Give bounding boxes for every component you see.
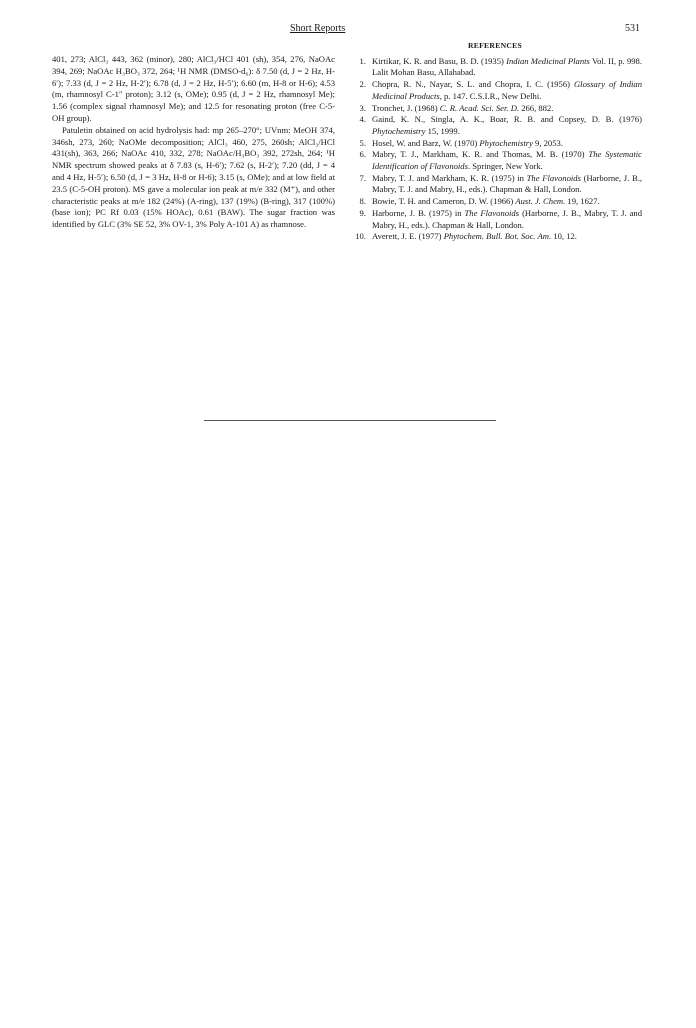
reference-number: 9. — [359, 207, 366, 218]
references-list — [348, 56, 642, 243]
reference-details: (Harborne, J. B., Mabry, T. J. and Mabry, H., eds.). Chapman & Hall, London. — [372, 207, 642, 230]
reference-number: 8. — [359, 196, 366, 207]
running-title: Short Reports — [290, 23, 346, 34]
reference-item — [348, 56, 642, 79]
reference-title: Phytochemistry — [372, 125, 426, 136]
reference-details: (Harborne, J. B., Mabry, T. J. and Mabry, H., eds.). Chapman & Hall, London. — [372, 172, 642, 195]
reference-details: 266, 882. — [519, 102, 554, 113]
reference-details: Vol. II, p. 998. Lalit Mohan Basu, Allahabad. — [372, 55, 642, 78]
reference-number: 10. — [355, 231, 366, 242]
reference-item — [348, 196, 642, 208]
reference-item — [348, 79, 642, 102]
reference-title: The Systematic Identification of Flavonoids — [372, 149, 642, 172]
reference-title: Phytochem. Bull. Bot. Soc. Am. — [443, 231, 552, 242]
reference-authors: Mabry, T. J., Markham, K. R. and Thomas, M. B. (1970) — [372, 149, 589, 160]
reference-item — [348, 138, 642, 150]
reference-number: 1. — [359, 55, 366, 66]
reference-authors: Averett, J. E. (1977) — [372, 231, 444, 242]
left-column — [52, 54, 335, 231]
patuletin-paragraph: Patuletin obtained on acid hydrolysis had: mp 265–270°; UVnm: MeOH 374, 346sh, 273, 260; NaOMe decomposition; AlCl₃ 460, 275, 260sh; AlCl₃/HCl 431(sh), 363, 266; NaOAc 410, 332, 278; NaOAc/H₃BO₃ 392, 272sh, 264; ¹H NMR spectrum showed peaks at δ 7.83 (s, H-6′); 7.62 (s, H-2′); 7.20 (dd, J = 4 and 4 Hz, H-5′); 6.50 (d, J = 3 Hz, H-8 or H-6); 3.15 (s, OMe); and at low field at 23.5 (C-5-OH proton). MS gave a molecular ion peak at m/e 332 (M⁺), and other characteristic peaks at m/e 182 (24%) (A-ring), 137 (19%) (B-ring), 317 (100%) (base ion); PC Rf 0.03 (15% HOAc), 0.61 (BAW). The sugar fraction was identified by GLC (3% SE 52, 3% OV-1, 3% Poly A-101 A) as rhamnose. — [52, 124, 335, 230]
reference-number: 4. — [359, 114, 366, 125]
reference-details: 15, 1999. — [425, 125, 460, 136]
reference-authors: Kirtikar, K. R. and Basu, B. D. (1935) — [372, 55, 507, 66]
reference-title: C. R. Acad. Sci. Ser. D. — [439, 102, 520, 113]
section-divider — [204, 420, 496, 421]
reference-item — [348, 231, 642, 243]
reference-details: , p. 147. C.S.I.R., New Delhi. — [439, 90, 542, 101]
reference-details: . Springer, New York. — [467, 161, 543, 172]
page-number: 531 — [625, 23, 640, 34]
reference-authors: Gaind, K. N., Singla, A. K., Boar, R. B. and Copsey, D. B. (1976) — [372, 114, 642, 125]
reference-authors: Bowie, T. H. and Cameron, D. W. (1966) — [372, 196, 516, 207]
reference-title: Phytochemistry — [479, 137, 533, 148]
reference-item — [348, 173, 642, 196]
reference-item — [348, 149, 642, 172]
reference-item — [348, 114, 642, 137]
reference-authors: Hosel, W. and Barz, W. (1970) — [372, 137, 480, 148]
reference-details: 9, 2053. — [532, 137, 563, 148]
reference-item — [348, 103, 642, 115]
reference-title: The Flavonoids — [526, 172, 581, 183]
reference-authors: Chopra, R. N., Nayar, S. L. and Chopra, I. C. (1956) — [372, 79, 574, 90]
reference-title: Aust. J. Chem. — [515, 196, 566, 207]
spectral-data-paragraph: 401, 273; AlCl₃ 443, 362 (minor), 280; AlCl₃/HCl 401 (sh), 354, 276, NaOAc 394, 269; NaOAc H₃BO₃ 372, 264; ¹H NMR (DMSO-d₆): δ 7.50 (d, J = 2 Hz, H-6′); 7.33 (d, J = 2 Hz, H-2′); 6.78 (d, J = 2 Hz, H-5′); 6.60 (m, H-8 or H-6); 4.53 (m, rhamnosyl C-1″ proton); 3.12 (s, OMe); 0.95 (d, J = 2 Hz, rhamnosyl Me); 1.56 (complex signal rhamnosyl Me); and 12.5 for resonating proton (free C-5-OH group). — [52, 54, 335, 123]
reference-authors: Tronchet, J. (1968) — [372, 102, 440, 113]
reference-item — [348, 208, 642, 231]
reference-details: 19, 1627. — [565, 196, 600, 207]
references-heading: REFERENCES — [467, 41, 523, 50]
reference-title: Glossary of Indian Medicinal Products — [372, 79, 643, 101]
reference-title: Indian Medicinal Plants — [506, 55, 590, 66]
reference-authors: Harborne, J. B. (1975) in — [372, 207, 465, 218]
right-column — [348, 40, 642, 243]
reference-number: 6. — [359, 149, 366, 160]
reference-number: 7. — [359, 172, 366, 183]
reference-number: 2. — [359, 79, 366, 90]
reference-number: 3. — [359, 102, 366, 113]
reference-title: The Flavonoids — [464, 207, 520, 218]
reference-details: 10, 12. — [551, 231, 577, 242]
reference-authors: Mabry, T. J. and Markham, K. R. (1975) in — [372, 172, 527, 183]
reference-number: 5. — [359, 137, 366, 148]
